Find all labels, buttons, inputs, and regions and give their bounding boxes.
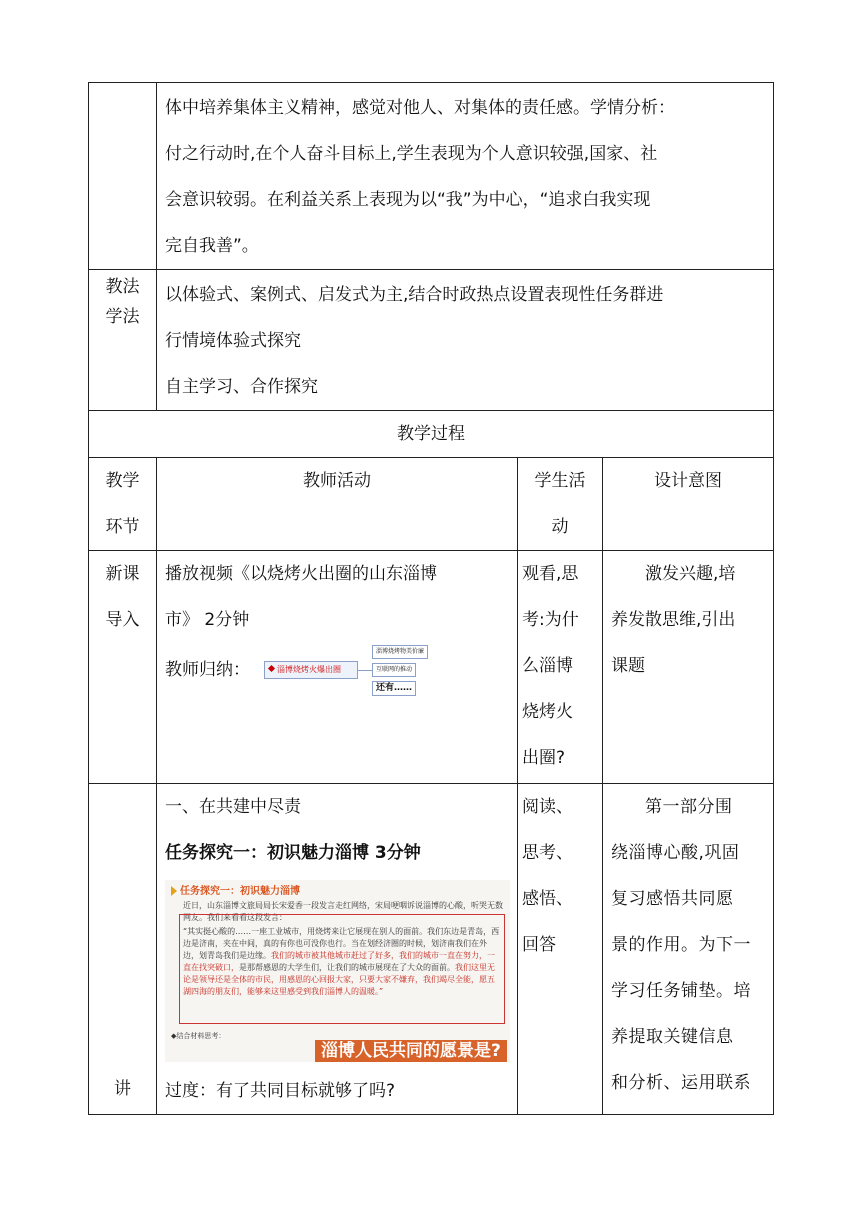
text-line: 考:为什 (522, 610, 579, 630)
method-label-line: 教法 (105, 277, 140, 297)
header-stage-line: 环节 (105, 517, 140, 537)
text-line: 激发兴趣,培 (645, 564, 736, 584)
intro-stage-line: 导入 (105, 610, 140, 630)
header-student-line: 动 (551, 517, 569, 537)
lecture-student-activity (518, 784, 603, 1115)
text-line: 课题 (611, 656, 645, 676)
slide-quote (183, 926, 501, 998)
slide-quote-tail: 是那帮感恩的大学生们，让我们的城市展现在了大众的面前。 (239, 963, 455, 972)
text-line: 养提取关键信息 (611, 1027, 734, 1047)
text-line: 感悟、 (522, 889, 573, 909)
text-line: 养发散思维,引出 (611, 610, 736, 630)
text-line: 烧烤火 (522, 702, 573, 722)
text-line: 阅读、 (522, 797, 573, 817)
task-title: 任务探究一：初识魅力淄博 3分钟 (165, 843, 421, 863)
slide-question: ◆结合材料思考： (171, 1032, 226, 1040)
text-line: 么淄博 (522, 656, 573, 676)
text-line: 出圈? (522, 748, 566, 768)
slide-image (165, 880, 510, 1062)
text-line: 思考、 (522, 843, 573, 863)
section-title: 一、在共建中尽责 (165, 797, 301, 817)
text-line: 会意识较弱。在利益关系上表现为以“我”为中心，“追求白我实现 (165, 190, 651, 210)
summary-label: 教师归纳： (165, 660, 250, 680)
header-stage-line: 教学 (105, 471, 140, 491)
method-text (157, 270, 774, 411)
text-line: 和分析、运用联系 (611, 1073, 751, 1093)
mindmap-root (264, 661, 358, 679)
method-label (89, 270, 157, 411)
intro-stage-line: 新课 (105, 564, 140, 584)
lecture-stage-label: 讲 (114, 1079, 131, 1099)
header-student (518, 458, 603, 551)
lecture-row (89, 784, 774, 1115)
slide-quote-text: “其实挺心酸的……一座工业城市，用烧烤来让它展现在别人的面前。我们东边是青岛，西边是济南，夹在中间，真的有你也可没你也行。当在划经济圈的时候，划济南我们在外边，划青岛我们是边缘。 (183, 927, 500, 960)
slide-title-text: 任务探究一：初识魅力淄博 (180, 886, 300, 897)
text-line: 播放视频《以烧烤火出圈的山东淄博 (165, 564, 437, 584)
text-line: 复习感悟共同愿 (611, 889, 734, 909)
lecture-stage (89, 784, 157, 1115)
text-line: 完自我善”。 (165, 236, 259, 256)
slide-quote-red: 我们的城市被其他城市赶过了好多，我们的城市一直在努力，一直在找突破口， (183, 951, 495, 972)
lecture-intent (603, 784, 774, 1115)
text-line: 景的作用。为下一 (611, 935, 751, 955)
slide-banner: 淄博人民共同的愿景是? (315, 1040, 507, 1062)
header-stage (89, 458, 157, 551)
header-intent: 设计意图 (603, 458, 774, 551)
learning-analysis-text (157, 83, 774, 270)
mindmap-root-label: 淄博烧烤火爆出圈 (277, 665, 341, 674)
text-line: 以体验式、案例式、启发式为主,结合时政热点设置表现性任务群进 (165, 285, 664, 305)
process-title-row (89, 411, 774, 458)
lesson-plan-table (88, 82, 774, 1115)
intro-stage (89, 551, 157, 784)
slide-title (171, 886, 300, 898)
triangle-icon (171, 886, 177, 896)
mindmap-branch: 淄博烧烤物美价廉 (372, 645, 428, 659)
intro-teacher-activity (157, 551, 518, 784)
mindmap-branch: 还有…… (372, 681, 416, 696)
method-label-line: 学法 (105, 307, 140, 327)
slide-quote-red2: 我们这里无论是领导还是全体的市民，用感恩的心回报大家，只要大家不嫌弃，我们竭尽全能，愿五湖四海的朋友们，能够来这里感受到我们淄博人的温暖。” (183, 963, 495, 996)
header-student-line: 学生活 (534, 471, 586, 491)
mindmap-image (264, 643, 434, 697)
text-line: 绕淄博心酸,巩固 (611, 843, 740, 863)
text-line: 回答 (522, 935, 556, 955)
intro-student-activity (518, 551, 603, 784)
intro-intent (603, 551, 774, 784)
text-line: 体中培养集体主义精神，感觉对他人、对集体的责任感。学情分析： (165, 98, 675, 118)
text-line: 自主学习、合作探究 (165, 377, 318, 397)
mindmap-branch: 互联网的推动 (372, 663, 416, 677)
slide-intro: 近日，山东淄博文旅局局长宋爱香一段发言走红网络，宋局哽咽诉说淄博的心酸，听哭无数网友。我们来看看这段发言： (183, 901, 503, 922)
summary-line (165, 643, 509, 697)
header-teacher: 教师活动 (157, 458, 518, 551)
empty-label-cell (89, 83, 157, 270)
transition-line: 过度：有了共同目标就够了吗? (165, 1081, 396, 1101)
text-line: 付之行动时,在个人奋斗目标上,学生表现为个人意识较强,国家、社 (165, 144, 658, 164)
text-line: 行情境体验式探究 (165, 331, 301, 351)
process-title: 教学过程 (89, 411, 774, 458)
text-line: 市》 2分钟 (165, 610, 250, 630)
intro-row (89, 551, 774, 784)
teaching-method-row (89, 270, 774, 411)
text-line: 第一部分围 (645, 797, 733, 817)
text-line: 观看,思 (522, 564, 579, 584)
learning-analysis-row (89, 83, 774, 270)
header-row (89, 458, 774, 551)
text-line: 学习任务铺垫。培 (611, 981, 751, 1001)
lecture-teacher-activity (157, 784, 518, 1115)
